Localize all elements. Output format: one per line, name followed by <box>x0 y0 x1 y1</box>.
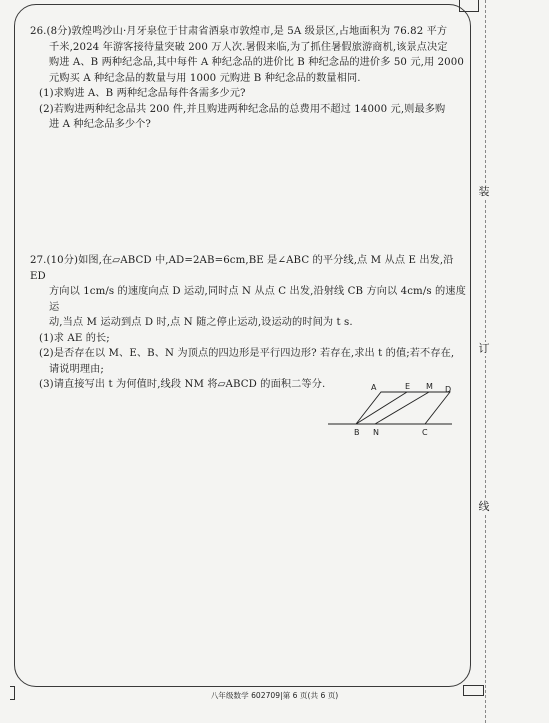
question-26 <box>30 24 466 133</box>
q27-part-1: (1)求 AE 的长; <box>39 332 110 344</box>
binding-char-ding: 订 <box>478 342 490 355</box>
q27-part-2-line-1: (2)是否存在以 M、E、B、N 为顶点的四边形是平行四边形? 若存在,求出 t 的值;若不存在, <box>39 348 455 359</box>
q27-stem-line-3: 动,当点 M 运动到点 D 时,点 N 随之停止运动,设运动的时间为 t s. <box>49 317 353 328</box>
binding-char-xian: 线 <box>478 500 490 513</box>
segment-nm <box>375 392 429 424</box>
q26-stem-line-2: 千米,2024 年游客接待量突破 200 万人次.暑假来临,为了抓住暑假旅游商机,该景点决定 <box>49 41 448 53</box>
label-d: D <box>445 385 452 394</box>
q26-part-1: (1)求购进 A、B 两种纪念品每件各需多少元? <box>39 88 246 99</box>
q27-part-3: (3)请直接写出 t 为何值时,线段 NM 将▱ABCD 的面积二等分. <box>39 379 326 390</box>
segment-be <box>356 392 407 424</box>
parallelogram-figure <box>328 382 463 438</box>
page-footer: 八年级数学 602709|第 6 页(共 6 页) <box>210 691 339 700</box>
q26-part-2-line-1: (2)若购进两种纪念品共 200 件,并且购进两种纪念品的总费用不超过 14000 元,则最多购 <box>39 103 446 115</box>
binding-dashed-line <box>485 0 486 723</box>
parallelogram-abcd <box>356 392 450 424</box>
label-e: E <box>405 382 411 391</box>
binding-char-zhuang: 装 <box>478 185 490 198</box>
label-m: M <box>426 382 433 391</box>
q26-part-2-line-2: 进 A 种纪念品多少个? <box>49 119 151 130</box>
label-c: C <box>422 428 428 437</box>
q27-part-2-line-2: 请说明理由; <box>49 363 104 375</box>
question-27 <box>30 253 466 393</box>
q26-stem-line-3: 购进 A、B 两种纪念品,其中每件 A 种纪念品的进价比 B 种纪念品的进价多 50 元,用 2000 <box>49 57 464 68</box>
q27-stem-line-1: 27.(10分)如图,在▱ABCD 中,AD=2AB=6cm,BE 是∠ABC 的平分线,点 M 从点 E 出发,沿 ED <box>30 255 454 282</box>
q26-stem-line-1: 26.(8分)敦煌鸣沙山·月牙泉位于甘肃省酒泉市敦煌市,是 5A 级景区,占地面积为 76.82 平方 <box>30 26 448 37</box>
top-corner-mark <box>459 0 479 12</box>
label-n: N <box>373 428 379 437</box>
q27-stem-line-2: 方向以 1cm/s 的速度向点 D 运动,同时点 N 从点 C 出发,沿射线 CB 方向以 4cm/s 的速度运 <box>49 286 466 313</box>
label-a: A <box>371 383 377 392</box>
q26-stem-line-4: 元购买 A 种纪念品的数量与用 1000 元购进 B 种纪念品的数量相同. <box>49 72 361 84</box>
label-b: B <box>354 428 360 437</box>
